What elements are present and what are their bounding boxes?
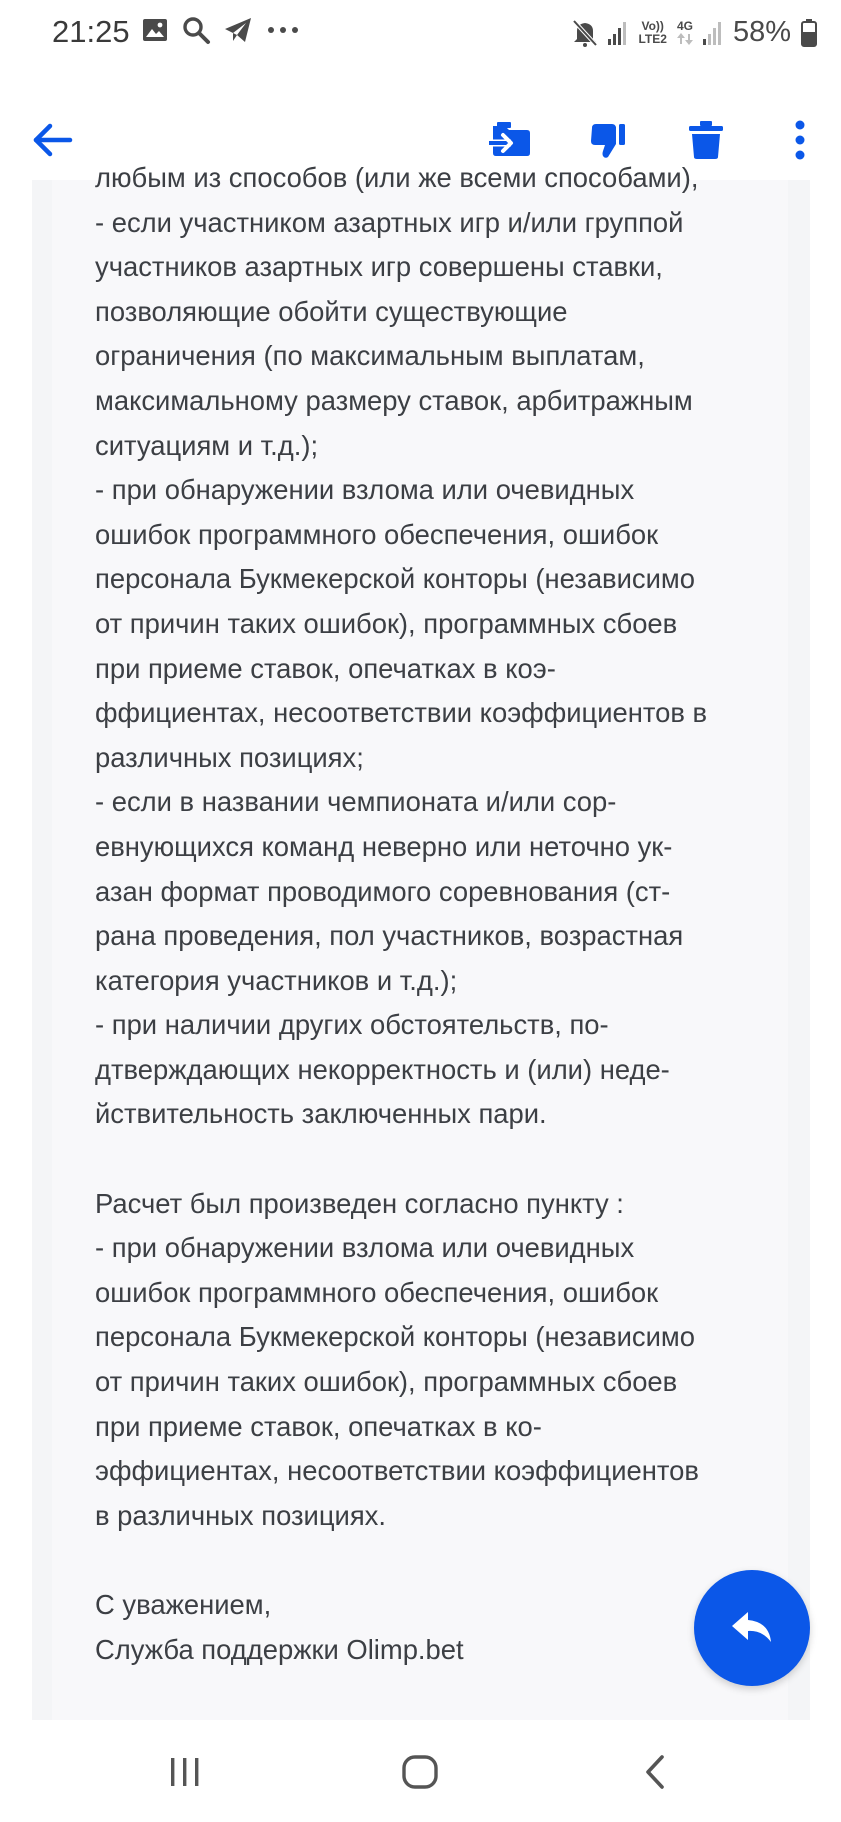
message-line: евнующихся команд неверно или неточно ук- bbox=[95, 830, 673, 862]
message-line: - при обнаружении взлома или очевидных bbox=[95, 1232, 635, 1264]
message-line: дтверждающих некорректность и (или) неде- bbox=[95, 1053, 670, 1085]
nav-back-button[interactable] bbox=[625, 1748, 685, 1796]
network-type-indicator bbox=[677, 20, 693, 45]
message-line: - если участником азартных игр и/или группой bbox=[95, 206, 684, 238]
message-line: - при наличии других обстоятельств, по- bbox=[95, 1009, 609, 1041]
message-line: от причин таких ошибок), программных сбоев bbox=[95, 1366, 678, 1398]
message-line: С уважением, bbox=[95, 1589, 272, 1620]
message-line: ошибок программного обеспечения, ошибок bbox=[95, 1276, 659, 1308]
message-line: от причин таких ошибок), программных сбоев bbox=[95, 607, 678, 639]
message-line: максимальному размеру ставок, арбитражным bbox=[95, 384, 693, 416]
blank-line bbox=[95, 1538, 775, 1583]
volte-indicator bbox=[638, 20, 666, 46]
home-icon bbox=[401, 1754, 439, 1790]
message-line: ошибок программного обеспечения, ошибок bbox=[95, 518, 659, 550]
message-line: любым из способов (или же всеми способами), bbox=[95, 162, 699, 193]
battery-icon bbox=[801, 19, 817, 47]
lte-label: LTE2 bbox=[638, 31, 667, 46]
more-dots-icon bbox=[266, 25, 300, 35]
message-line: при приеме ставок, опечатках в ко- bbox=[95, 1410, 542, 1442]
message-line: участников азартных игр совершены ставки, bbox=[95, 251, 663, 283]
status-left-icons bbox=[142, 16, 300, 44]
more-options-button[interactable] bbox=[772, 112, 828, 168]
blank-line bbox=[95, 1137, 775, 1182]
message-line: йствительность заключенных пари. bbox=[95, 1098, 547, 1130]
mute-icon bbox=[572, 19, 598, 47]
message-line: при приеме ставок, опечатках в коэ- bbox=[95, 652, 556, 684]
battery-percentage: 58% bbox=[732, 16, 791, 48]
message-line: ограничения (по максимальным выплатам, bbox=[95, 340, 645, 372]
message-line: эффициентах, несоответствии коэффициентов bbox=[95, 1455, 699, 1487]
message-line: - при обнаружении взлома или очевидных bbox=[95, 474, 635, 506]
nav-back-icon bbox=[643, 1754, 667, 1790]
message-card bbox=[52, 162, 788, 1720]
status-right bbox=[572, 16, 817, 49]
home-button[interactable] bbox=[390, 1748, 450, 1796]
message-body bbox=[95, 156, 775, 1672]
gallery-icon bbox=[142, 18, 168, 42]
telegram-icon bbox=[224, 17, 252, 43]
signal-icon-2 bbox=[703, 21, 723, 45]
message-line: Расчет был произведен согласно пункту : bbox=[95, 1187, 624, 1219]
message-line: позволяющие обойти существующие bbox=[95, 295, 568, 327]
message-line: рана проведения, пол участников, возрастная bbox=[95, 920, 684, 952]
message-line: различных позициях; bbox=[95, 741, 364, 773]
message-line: персонала Букмекерской конторы (независимо bbox=[95, 563, 695, 595]
message-line: Служба поддержки Olimp.bet bbox=[95, 1633, 464, 1665]
recent-apps-button[interactable] bbox=[155, 1748, 215, 1796]
arrow-left-icon bbox=[31, 123, 73, 157]
back-button[interactable] bbox=[24, 112, 80, 168]
message-line: ситуациям и т.д.); bbox=[95, 429, 319, 461]
thumbs-down-icon bbox=[588, 120, 628, 160]
move-to-folder-icon bbox=[487, 120, 533, 160]
trash-icon bbox=[688, 120, 724, 160]
signal-icon-1 bbox=[608, 21, 628, 45]
system-nav-bar bbox=[0, 1720, 841, 1822]
message-line: ффициентах, несоответствии коэффициентов в bbox=[95, 697, 708, 729]
search-icon bbox=[182, 16, 210, 44]
volte-label: Vo)) bbox=[641, 18, 664, 33]
message-line: - если в названии чемпионата и/или сор- bbox=[95, 786, 617, 818]
reply-button[interactable] bbox=[694, 1570, 810, 1686]
status-time: 21:25 bbox=[52, 14, 130, 49]
message-line: азан формат проводимого соревнования (ст- bbox=[95, 875, 671, 907]
message-line: в различных позициях. bbox=[95, 1499, 386, 1531]
message-line: персонала Букмекерской конторы (независимо bbox=[95, 1321, 695, 1353]
network-type-label: 4G bbox=[676, 19, 693, 33]
recent-apps-icon bbox=[168, 1756, 202, 1788]
status-bar bbox=[0, 0, 841, 72]
data-arrows-icon bbox=[677, 33, 693, 45]
more-vertical-icon bbox=[794, 120, 806, 160]
reply-icon bbox=[730, 1610, 774, 1646]
message-line: категория участников и т.д.); bbox=[95, 964, 458, 996]
